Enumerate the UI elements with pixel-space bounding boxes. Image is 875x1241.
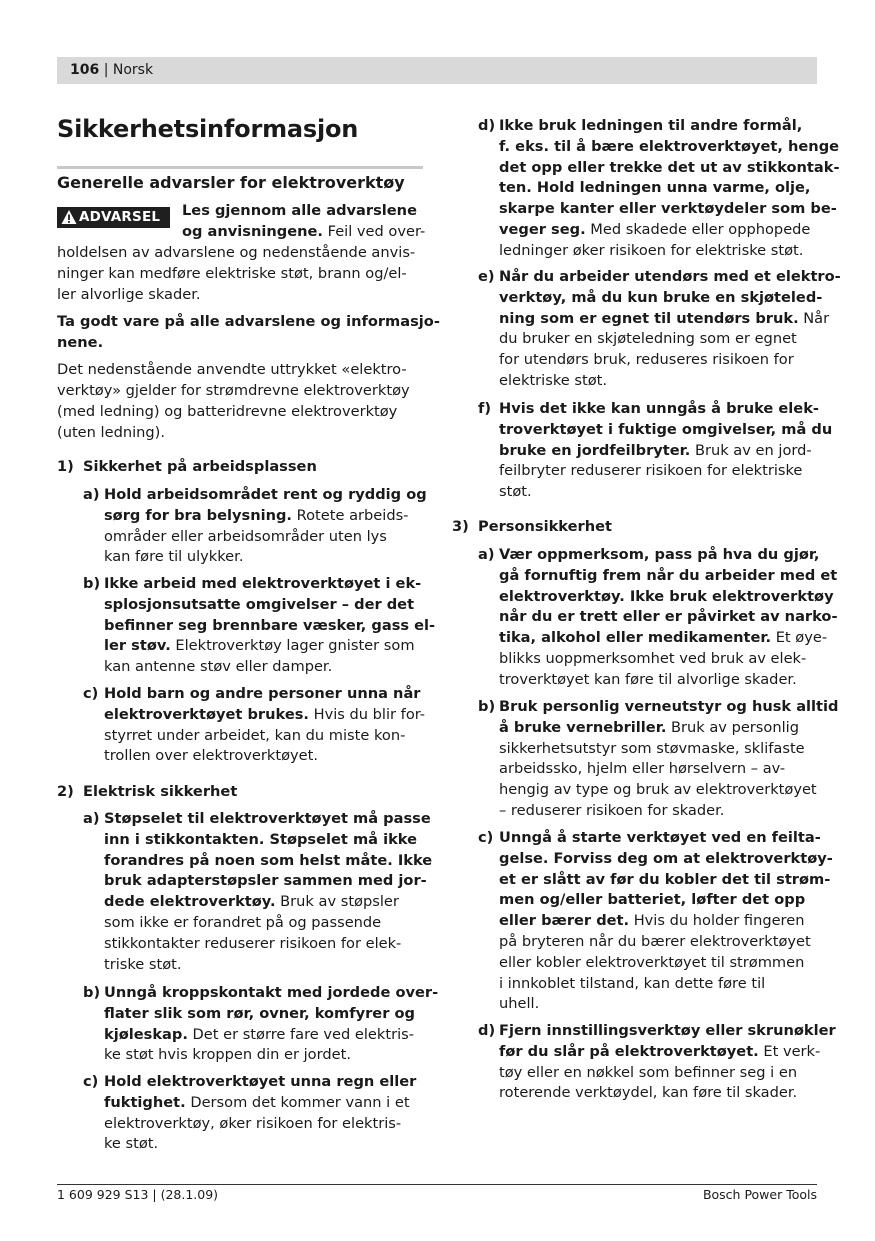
keep-info-line-1: Ta godt vare på alle advarslene og informasjo- xyxy=(57,313,440,330)
page-title: Sikkerhetsinformasjon xyxy=(57,115,359,143)
header-separator: | xyxy=(103,62,109,78)
page-header xyxy=(57,57,817,84)
warning-line-2: og anvisningene. Feil ved over- xyxy=(182,223,426,240)
header-language: Norsk xyxy=(112,62,154,78)
intro-line-2: verktøy» gjelder for strømdrevne elektroverktøy xyxy=(57,382,410,399)
warning-line-4: ninger kan medføre elektriske støt, brann og/el- xyxy=(57,265,407,282)
warning-badge xyxy=(57,207,170,228)
warning-badge-label: ADVARSEL xyxy=(79,209,161,225)
footer-brand: Bosch Power Tools xyxy=(702,1187,817,1202)
section-title: Generelle advarsler for elektroverktøy xyxy=(57,173,405,192)
warning-lead-1: Les gjennom alle advarslene xyxy=(182,202,417,219)
keep-info-line-2: nene. xyxy=(57,334,104,351)
intro-line-1: Det nedenstående anvendte uttrykket «elektro- xyxy=(57,361,407,378)
header-text xyxy=(70,62,153,79)
footer-doc-id: 1 609 929 S13 | (28.1.09) xyxy=(57,1187,219,1202)
intro-line-3: (med ledning) og batteridrevne elektroverktøy xyxy=(57,403,398,420)
warning-line-5: ler alvorlige skader. xyxy=(57,286,201,303)
title-divider xyxy=(57,166,423,169)
intro-line-4: (uten ledning). xyxy=(57,424,165,441)
footer-divider xyxy=(57,1184,817,1185)
page-number: 106 xyxy=(70,62,100,78)
warning-line-3: holdelsen av advarslene og nedenstående anvis- xyxy=(57,244,416,261)
warning-triangle-icon xyxy=(61,209,77,225)
